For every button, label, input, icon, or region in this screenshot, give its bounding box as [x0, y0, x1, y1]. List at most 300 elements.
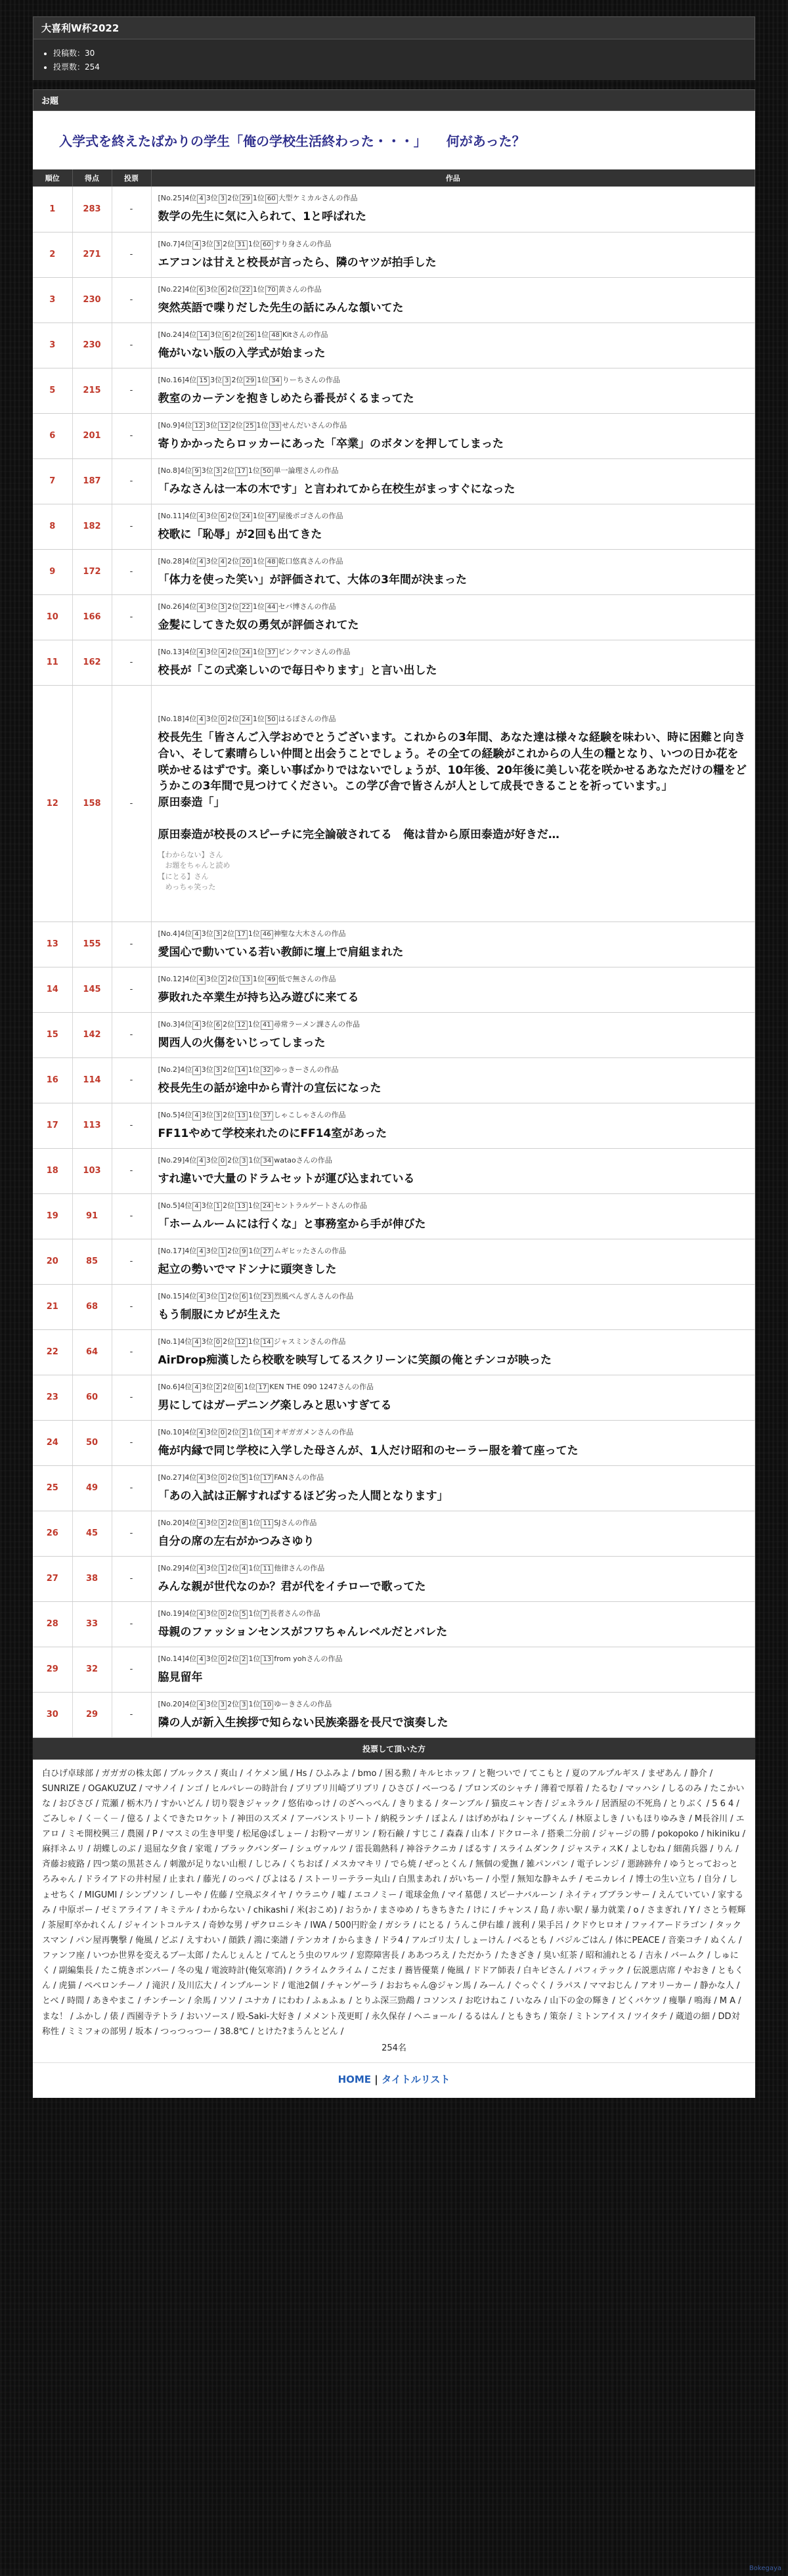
place-count-badge: 2: [240, 1655, 248, 1664]
place-label: 1位: [248, 1654, 261, 1663]
work-cell: [151, 1601, 755, 1647]
work-cell: [151, 1103, 755, 1148]
table-row: [33, 594, 755, 640]
rank-cell: 28: [33, 1601, 72, 1647]
place-label: 2位: [223, 1065, 235, 1074]
place-count-badge: 4: [192, 1383, 200, 1392]
place-label: 3位: [201, 929, 213, 938]
place-count-badge: 4: [197, 1474, 205, 1483]
comment-line: めっちゃ笑った: [158, 883, 216, 892]
work-author: KEN THE 090 1247さんの作品: [269, 1382, 374, 1391]
place-label: 1位: [248, 1291, 261, 1300]
place-label: 1位: [252, 284, 265, 294]
place-label: 2位: [227, 1518, 240, 1527]
place-label: 3位: [210, 375, 223, 384]
place-label: 1位: [248, 1110, 260, 1119]
work-meta: [158, 1291, 749, 1302]
work-number: [No.14]: [158, 1654, 185, 1663]
place-label: 2位: [231, 375, 244, 384]
points-cell: 50: [72, 1420, 112, 1465]
rank-cell: 7: [33, 458, 72, 504]
rank-cell: 10: [33, 594, 72, 640]
vote-cell: -: [112, 322, 151, 368]
place-count-badge: 8: [240, 1519, 248, 1528]
work-cell: [151, 1284, 755, 1329]
table-row: [33, 549, 755, 594]
place-count-badge: 4: [197, 1247, 205, 1256]
place-label: 3位: [206, 1246, 218, 1255]
work-cell: [151, 277, 755, 322]
vote-cell: -: [112, 1239, 151, 1284]
ranking-table: [33, 169, 755, 1738]
work-number: [No.1]: [158, 1337, 181, 1346]
work-author: 烈風ぺんぎんさんの作品: [274, 1291, 354, 1300]
place-count-badge: 9: [240, 1247, 248, 1256]
work-text: 隣の人が新入生挨拶で知らない民族楽器を長尺で演奏した: [158, 1716, 449, 1729]
work-text: 夢敗れた卒業生が持ち込み遊びに来てる: [158, 990, 359, 1004]
place-label: 1位: [252, 556, 265, 566]
place-count-badge: 3: [219, 1700, 227, 1710]
place-count-badge: 2: [219, 975, 227, 985]
place-count-badge: 6: [223, 331, 230, 340]
place-label: 2位: [223, 239, 235, 248]
place-label: 1位: [248, 466, 260, 475]
stats-panel: [33, 39, 755, 80]
work-author: ムギヒッたさんの作品: [274, 1246, 346, 1255]
place-label: 1位: [248, 1246, 261, 1255]
vote-cell: -: [112, 232, 151, 277]
table-row: [33, 322, 755, 368]
place-count-badge: 6: [240, 1293, 248, 1302]
points-cell: 33: [72, 1601, 112, 1647]
place-label: 2位: [227, 1246, 240, 1255]
points-cell: 230: [72, 322, 112, 368]
work-author: オギガガメンさんの作品: [274, 1427, 354, 1436]
place-label: 1位: [252, 602, 265, 611]
place-count-badge: 12: [218, 422, 230, 431]
table-row: [33, 1556, 755, 1601]
voters-count: 254名: [382, 2043, 406, 2053]
work-cell: [151, 1193, 755, 1239]
work-text: 男にしてはガーデニング楽しみと思いすぎてる: [158, 1398, 392, 1412]
table-row: [33, 640, 755, 685]
table-row: [33, 1647, 755, 1692]
place-count-badge: 32: [261, 1066, 273, 1075]
work-number: [No.10]: [158, 1427, 185, 1436]
place-label: 1位: [256, 420, 269, 430]
rank-cell: 18: [33, 1148, 72, 1193]
work-meta: [158, 1699, 749, 1710]
place-count-badge: 26: [244, 331, 256, 340]
work-number: [No.12]: [158, 974, 185, 983]
place-count-badge: 4: [197, 1700, 205, 1710]
rank-cell: 8: [33, 504, 72, 549]
points-cell: 201: [72, 413, 112, 458]
place-label: 1位: [248, 239, 260, 248]
work-text: 「みなさんは一本の木です」と言われてから在校生がまっすぐになった: [158, 482, 515, 496]
place-label: 2位: [223, 1337, 235, 1346]
place-label: 1位: [248, 1019, 260, 1029]
place-count-badge: 4: [197, 194, 205, 204]
work-cell: [151, 458, 755, 504]
place-count-badge: 24: [240, 648, 252, 657]
points-cell: 215: [72, 368, 112, 413]
points-cell: 29: [72, 1692, 112, 1737]
place-count-badge: 4: [197, 1610, 205, 1619]
table-row: [33, 1329, 755, 1375]
place-count-badge: 46: [261, 930, 273, 939]
place-label: 1位: [248, 1427, 261, 1436]
work-meta: [158, 646, 749, 657]
place-label: 1位: [252, 194, 265, 203]
place-label: 3位: [206, 1518, 218, 1527]
place-count-badge: 0: [219, 1655, 227, 1664]
work-text: みんな親が世代なのか？君が代をイチローで歌ってた: [158, 1580, 426, 1593]
place-label: 1位: [248, 1201, 260, 1210]
place-label: 2位: [223, 1382, 235, 1391]
place-label: 3位: [206, 602, 218, 611]
vote-cell: -: [112, 368, 151, 413]
work-cell: [151, 1420, 755, 1465]
table-row: [33, 1148, 755, 1193]
work-meta: [158, 1336, 749, 1347]
place-count-badge: 60: [265, 194, 278, 204]
work-number: [No.17]: [158, 1246, 185, 1255]
place-count-badge: 4: [197, 648, 205, 657]
place-count-badge: 6: [219, 286, 227, 295]
odai-label: お題: [33, 89, 755, 111]
table-row: [33, 1239, 755, 1284]
table-row: [33, 1193, 755, 1239]
place-count-badge: 4: [197, 1157, 205, 1166]
rank-cell: 16: [33, 1057, 72, 1103]
points-cell: 49: [72, 1465, 112, 1511]
place-label: 4位: [185, 602, 197, 611]
rank-cell: 12: [33, 685, 72, 922]
place-count-badge: 4: [192, 1338, 200, 1347]
table-row: [33, 1420, 755, 1465]
rank-cell: 22: [33, 1329, 72, 1375]
work-cell: [151, 549, 755, 594]
work-text: エアコンは甘えと校長が言ったら、隣のヤツが拍手した: [158, 255, 437, 269]
rank-cell: 30: [33, 1692, 72, 1737]
work-number: [No.5]: [158, 1110, 181, 1119]
place-count-badge: 34: [261, 1157, 273, 1166]
work-number: [No.24]: [158, 330, 185, 339]
place-count-badge: 3: [240, 1700, 248, 1710]
place-count-badge: 1: [214, 1202, 222, 1211]
table-row: [33, 187, 755, 232]
place-count-badge: 44: [265, 603, 278, 612]
place-label: 1位: [248, 1518, 261, 1527]
work-cell: [151, 1556, 755, 1601]
place-label: 2位: [227, 1654, 240, 1663]
work-meta: [158, 420, 749, 431]
place-count-badge: 17: [235, 930, 248, 939]
place-label: 2位: [223, 929, 235, 938]
place-label: 2位: [227, 1473, 240, 1482]
rank-cell: 26: [33, 1511, 72, 1556]
place-label: 4位: [185, 1291, 197, 1300]
place-label: 4位: [185, 1246, 197, 1255]
work-number: [No.20]: [158, 1699, 185, 1708]
points-cell: 114: [72, 1057, 112, 1103]
work-text: 「ホームルームには行くな」と事務室から手が伸びた: [158, 1217, 426, 1231]
points-cell: 142: [72, 1012, 112, 1057]
work-text: すれ違いで大量のドラムセットが運び込まれている: [158, 1172, 415, 1186]
work-text: 「体力を使った笑い」が評価されて、大体の3年間が決まった: [158, 573, 467, 587]
place-count-badge: 34: [269, 376, 282, 386]
place-count-badge: 2: [214, 1383, 222, 1392]
place-count-badge: 33: [269, 422, 282, 431]
rank-cell: 17: [33, 1103, 72, 1148]
place-count-badge: 4: [192, 1202, 200, 1211]
home-link[interactable]: HOME: [338, 2073, 372, 2085]
place-label: 3位: [206, 1563, 218, 1572]
table-row: [33, 1511, 755, 1556]
place-label: 4位: [185, 1518, 197, 1527]
work-cell: [151, 1148, 755, 1193]
place-count-badge: 14: [261, 1338, 273, 1347]
work-text: AirDrop痴漢したら校歌を映写してるスクリーンに笑顔の俺とチンコが映った: [158, 1353, 552, 1367]
points-cell: 85: [72, 1239, 112, 1284]
table-row: [33, 922, 755, 967]
place-label: 3位: [201, 1337, 213, 1346]
place-count-badge: 48: [269, 331, 282, 340]
place-label: 4位: [185, 284, 197, 294]
work-number: [No.7]: [158, 239, 181, 248]
work-meta: [158, 1427, 749, 1438]
vote-cell: -: [112, 504, 151, 549]
place-count-badge: 3: [214, 240, 222, 250]
points-cell: 103: [72, 1148, 112, 1193]
place-count-badge: 4: [197, 558, 205, 567]
work-author: しゃこしゃさんの作品: [273, 1110, 346, 1119]
work-meta: [158, 1653, 749, 1664]
work-author: 低で無さんの作品: [278, 974, 336, 983]
place-label: 2位: [223, 466, 235, 475]
place-count-badge: 0: [214, 1338, 222, 1347]
work-author: ゆっきーさんの作品: [273, 1065, 339, 1074]
points-cell: 68: [72, 1284, 112, 1329]
page-title: 大喜利W杯2022: [33, 16, 755, 39]
ranking-body: [33, 187, 755, 1737]
rank-cell: 20: [33, 1239, 72, 1284]
work-author: りーちさんの作品: [282, 375, 340, 384]
work-cell: [151, 368, 755, 413]
place-count-badge: 4: [197, 512, 205, 522]
place-count-badge: 7: [261, 1610, 269, 1619]
vote-cell: -: [112, 1465, 151, 1511]
work-author: セントラルゲートさんの作品: [273, 1201, 368, 1210]
work-text: 突然英語で喋りだした先生の話にみんな頷いてた: [158, 301, 404, 315]
place-label: 4位: [185, 1563, 197, 1572]
work-cell: [151, 1057, 755, 1103]
work-author: SJさんの作品: [274, 1518, 317, 1527]
work-author: すり身さんの作品: [273, 239, 332, 248]
place-count-badge: 15: [197, 376, 209, 386]
work-meta: [158, 1563, 749, 1574]
work-text: 校長先生「皆さんご入学おめでとうございます。これからの3年間、あなた達は様々な経験を味わい、時に困難と向き合い、そして素晴らしい仲間と出会うことでしょう。その全ての経験がこれからの人生の糧となり、いつの日か花を咲かせるはずです。楽しい事ばかりではないでしょうが、10年後、20年後に美しい花を咲かせるあなただけの糧をどうかこの3年間で見つけてください。この学び舎で皆さんが人として成長できることを祈っています。」 原田泰造「」 原田泰造が校長のスピーチに完全論破されてる 俺は昔から原田泰造が好きだ…: [158, 731, 747, 842]
vote-cell: -: [112, 458, 151, 504]
place-count-badge: 3: [219, 603, 227, 612]
points-cell: 145: [72, 967, 112, 1012]
rank-cell: 9: [33, 549, 72, 594]
work-comments: [158, 850, 749, 893]
work-cell: [151, 232, 755, 277]
work-cell: [151, 322, 755, 368]
place-label: 1位: [248, 1699, 261, 1708]
voters-heading: 投票して頂いた方: [33, 1738, 755, 1760]
vote-cell: -: [112, 1601, 151, 1647]
points-cell: 38: [72, 1556, 112, 1601]
work-cell: [151, 1692, 755, 1737]
work-number: [No.16]: [158, 375, 185, 384]
place-label: 4位: [180, 1110, 192, 1119]
place-label: 1位: [257, 330, 269, 339]
place-count-badge: 0: [219, 715, 227, 724]
place-count-badge: 3: [214, 467, 222, 476]
place-label: 2位: [227, 974, 240, 983]
place-label: 2位: [227, 1699, 240, 1708]
vote-cell: -: [112, 1329, 151, 1375]
work-cell: [151, 187, 755, 232]
comment-line: 【わからない】さん: [158, 850, 223, 859]
vote-cell: -: [112, 1556, 151, 1601]
place-label: 2位: [227, 1563, 240, 1572]
work-meta: [158, 1245, 749, 1256]
place-label: 4位: [185, 1699, 197, 1708]
place-label: 3位: [206, 1609, 218, 1618]
vote-cell: -: [112, 413, 151, 458]
vote-cell: -: [112, 549, 151, 594]
comment-line: お題をちゃんと読め: [158, 861, 230, 870]
place-count-badge: 14: [197, 331, 209, 340]
points-cell: 155: [72, 922, 112, 967]
place-count-badge: 4: [219, 558, 227, 567]
work-number: [No.27]: [158, 1473, 185, 1482]
place-count-badge: 13: [240, 975, 252, 985]
points-cell: 32: [72, 1647, 112, 1692]
points-cell: 113: [72, 1103, 112, 1148]
work-meta: [158, 1381, 749, 1392]
vote-cell: -: [112, 685, 151, 922]
table-row: [33, 1465, 755, 1511]
place-count-badge: 0: [219, 1610, 227, 1619]
rank-cell: 6: [33, 413, 72, 458]
vote-cell: -: [112, 922, 151, 967]
work-meta: [158, 1064, 749, 1075]
work-cell: [151, 413, 755, 458]
place-label: 4位: [180, 1201, 192, 1210]
header-votes: 投票: [112, 169, 151, 187]
work-author: 黄さんの作品: [278, 284, 322, 294]
stat-votes: • 投票数：254: [53, 61, 747, 72]
points-cell: 182: [72, 504, 112, 549]
work-cell: [151, 922, 755, 967]
vote-cell: -: [112, 1012, 151, 1057]
place-count-badge: 6: [235, 1383, 243, 1392]
rank-cell: 19: [33, 1193, 72, 1239]
place-label: 2位: [227, 556, 240, 566]
rank-cell: 24: [33, 1420, 72, 1465]
work-number: [No.6]: [158, 1382, 181, 1391]
table-row: [33, 1103, 755, 1148]
place-label: 3位: [206, 1473, 218, 1482]
work-cell: [151, 1511, 755, 1556]
place-label: 1位: [244, 1382, 256, 1391]
work-text: もう制服にカビが生えた: [158, 1308, 281, 1321]
points-cell: 91: [72, 1193, 112, 1239]
work-number: [No.11]: [158, 511, 185, 520]
place-label: 4位: [180, 1382, 192, 1391]
table-row: [33, 685, 755, 922]
place-count-badge: 4: [197, 1519, 205, 1528]
place-label: 2位: [223, 1019, 235, 1029]
work-cell: [151, 685, 755, 922]
place-count-badge: 25: [244, 422, 256, 431]
place-count-badge: 3: [214, 930, 222, 939]
place-label: 2位: [227, 1155, 240, 1165]
place-count-badge: 4: [192, 1066, 200, 1075]
rank-cell: 11: [33, 640, 72, 685]
place-label: 4位: [180, 420, 192, 430]
title-list-link[interactable]: タイトルリスト: [382, 2073, 450, 2085]
place-label: 3位: [201, 1201, 213, 1210]
place-count-badge: 24: [240, 512, 252, 522]
table-row: [33, 413, 755, 458]
place-label: 3位: [206, 1699, 218, 1708]
place-label: 2位: [230, 420, 243, 430]
vote-cell: -: [112, 1511, 151, 1556]
place-count-badge: 4: [197, 715, 205, 724]
work-author: 屋後ポゴさんの作品: [278, 511, 343, 520]
points-cell: 64: [72, 1329, 112, 1375]
work-meta: [158, 973, 749, 985]
work-text: 起立の勢いでマドンナに頭突きした: [158, 1262, 337, 1276]
place-count-badge: 47: [265, 512, 278, 522]
place-count-badge: 4: [197, 1293, 205, 1302]
work-text: 校歌に「恥辱」が2回も出てきた: [158, 527, 322, 541]
place-count-badge: 1: [219, 1565, 227, 1574]
work-number: [No.13]: [158, 647, 185, 656]
work-text: 自分の席の左右がかつみさゆり: [158, 1534, 315, 1548]
table-row: [33, 368, 755, 413]
place-label: 1位: [248, 1563, 261, 1572]
vote-cell: -: [112, 594, 151, 640]
place-count-badge: 29: [244, 376, 256, 386]
work-author: 大型ケミカルさんの作品: [278, 194, 358, 203]
work-text: 俺がいない版の入学式が始まった: [158, 346, 326, 360]
vote-cell: -: [112, 640, 151, 685]
rank-cell: 13: [33, 922, 72, 967]
work-meta: [158, 1155, 749, 1166]
place-count-badge: 4: [192, 1021, 200, 1030]
place-count-badge: 3: [223, 376, 230, 386]
place-count-badge: 13: [235, 1111, 248, 1121]
rank-cell: 29: [33, 1647, 72, 1692]
header-points: 得点: [72, 169, 112, 187]
place-count-badge: 60: [261, 240, 273, 250]
place-label: 3位: [201, 1110, 213, 1119]
work-cell: [151, 1239, 755, 1284]
place-count-badge: 24: [240, 715, 252, 724]
rank-cell: 25: [33, 1465, 72, 1511]
table-row: [33, 1057, 755, 1103]
place-count-badge: 4: [197, 975, 205, 985]
place-label: 1位: [257, 375, 269, 384]
rank-cell: 5: [33, 368, 72, 413]
